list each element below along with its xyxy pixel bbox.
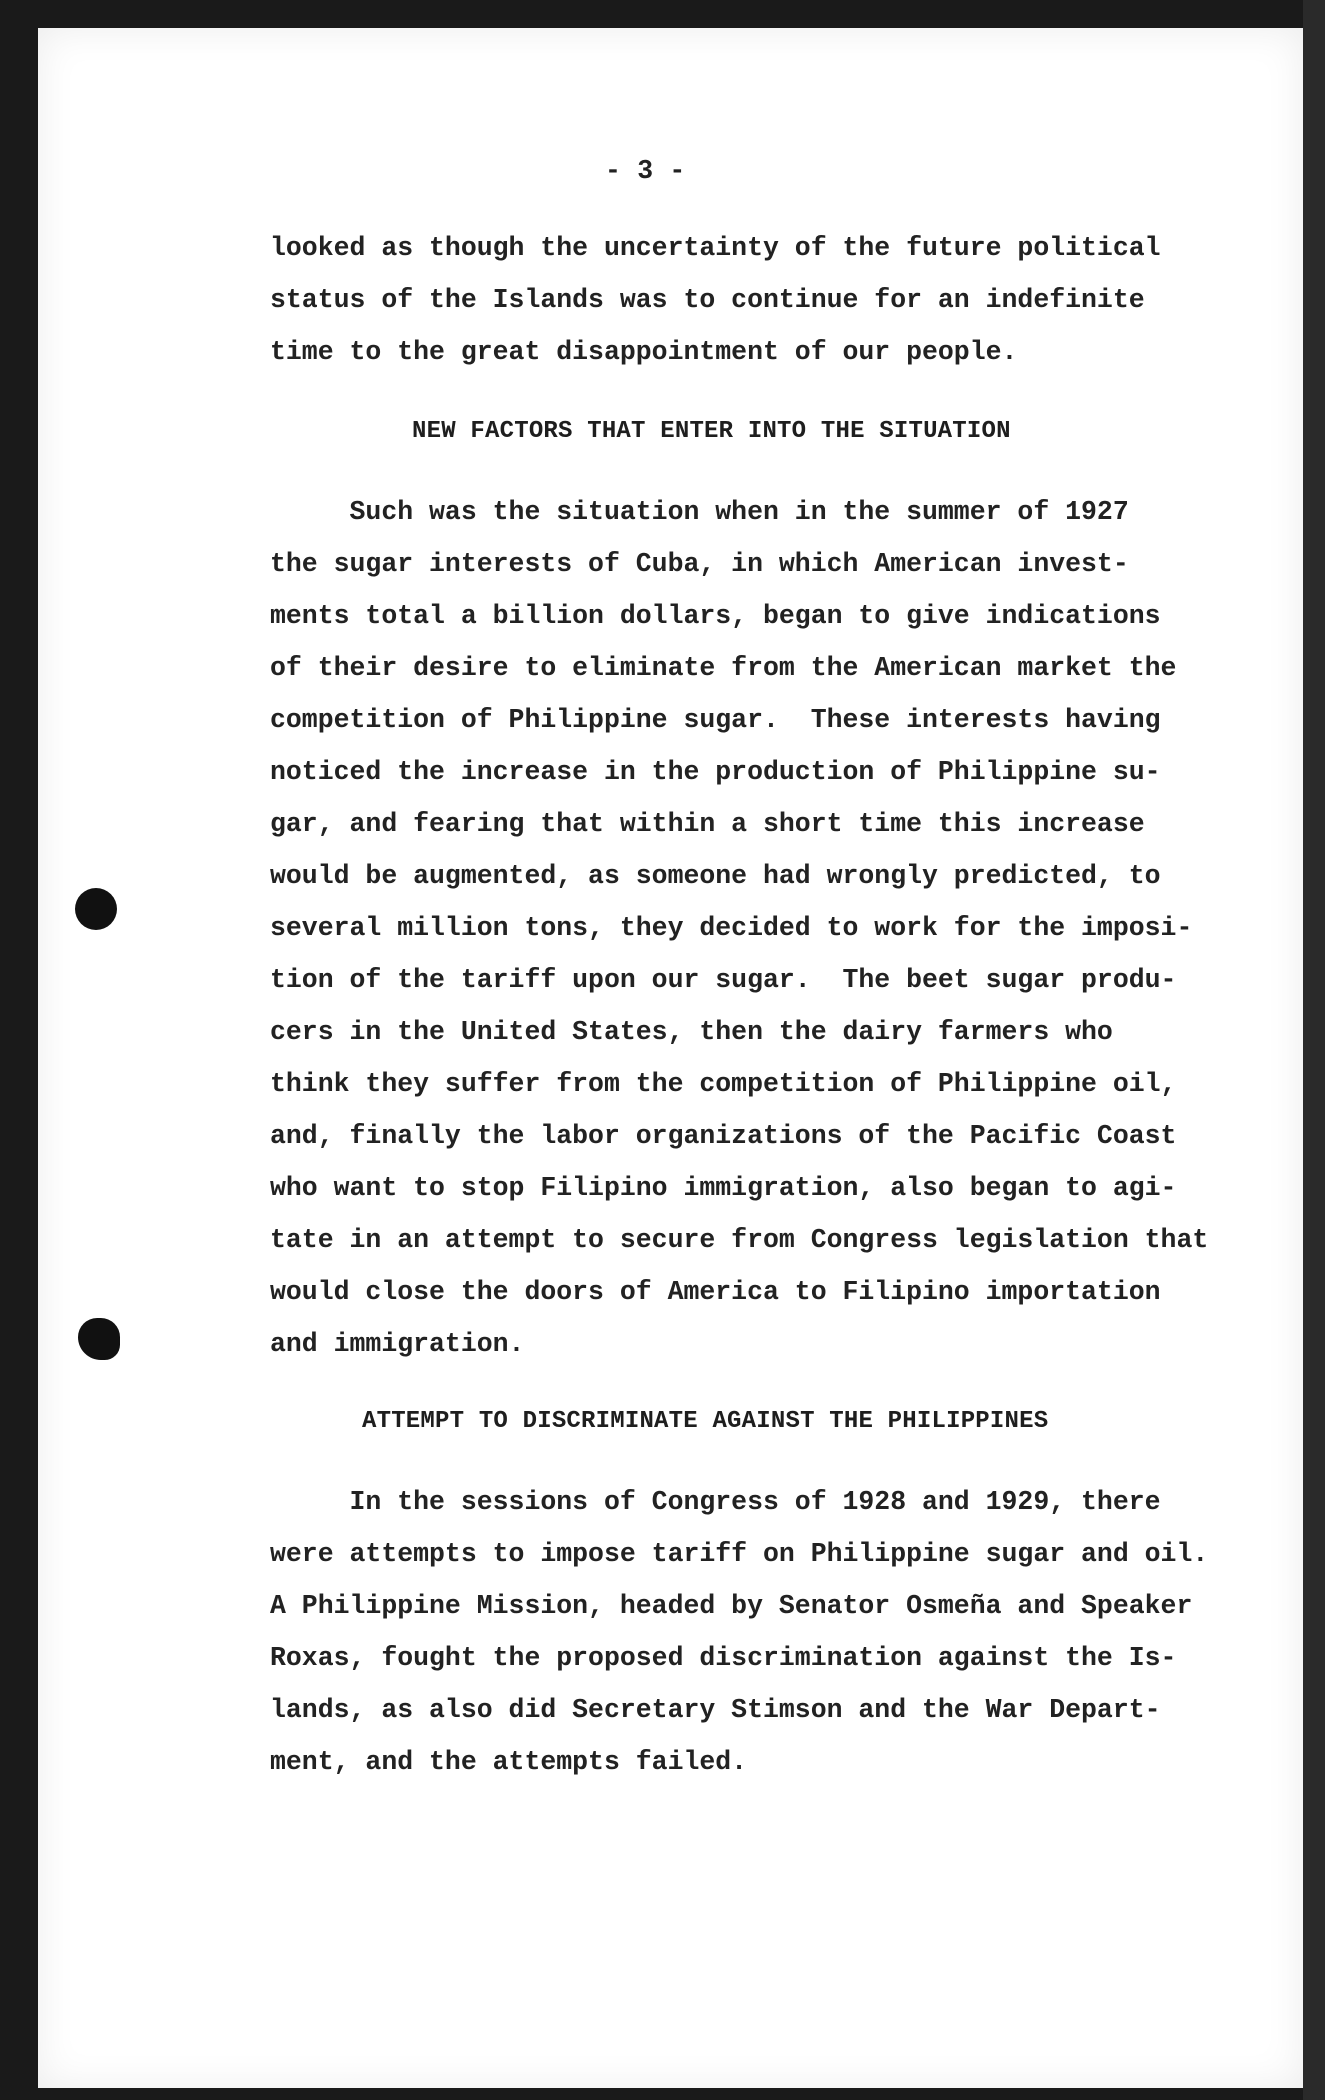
text-line: looked as though the uncertainty of the future political	[270, 233, 1161, 263]
text-line: ments total a billion dollars, began to give indications	[270, 601, 1161, 631]
text-line: noticed the increase in the production of Philippine su-	[270, 757, 1161, 787]
text-line: time to the great disappointment of our people.	[270, 337, 1018, 367]
text-line: A Philippine Mission, headed by Senator Osmeña and Speaker	[270, 1591, 1193, 1621]
text-line: Such was the situation when in the summer of 1927	[270, 497, 1129, 527]
text-line: and, finally the labor organizations of the Pacific Coast	[270, 1121, 1177, 1151]
text-line: were attempts to impose tariff on Philippine sugar and oil.	[270, 1539, 1209, 1569]
text-line: Roxas, fought the proposed discrimination against the Is-	[270, 1643, 1177, 1673]
text-line: lands, as also did Secretary Stimson and the War Depart-	[270, 1695, 1161, 1725]
text-line: would close the doors of America to Filipino importation	[270, 1277, 1161, 1307]
new-factors-paragraph	[270, 486, 1208, 1370]
text-line: and immigration.	[270, 1329, 525, 1359]
page-number: - 3 -	[605, 156, 686, 186]
opening-paragraph	[270, 222, 1161, 378]
text-line: competition of Philippine sugar. These interests having	[270, 705, 1161, 735]
section-heading-new-factors: NEW FACTORS THAT ENTER INTO THE SITUATION	[412, 418, 1011, 445]
text-line: status of the Islands was to continue for an indefinite	[270, 285, 1145, 315]
text-line: tion of the tariff upon our sugar. The beet sugar produ-	[270, 965, 1177, 995]
discrimination-paragraph	[270, 1476, 1208, 1788]
text-line: who want to stop Filipino immigration, also began to agi-	[270, 1173, 1177, 1203]
text-line: the sugar interests of Cuba, in which American invest-	[270, 549, 1129, 579]
text-line: of their desire to eliminate from the American market the	[270, 653, 1177, 683]
punch-hole-bottom	[78, 1318, 120, 1360]
scan-edge	[1303, 0, 1325, 2100]
text-line: gar, and fearing that within a short time this increase	[270, 809, 1145, 839]
text-line: would be augmented, as someone had wrongly predicted, to	[270, 861, 1161, 891]
text-line: tate in an attempt to secure from Congress legislation that	[270, 1225, 1209, 1255]
text-line: In the sessions of Congress of 1928 and 1929, there	[270, 1487, 1161, 1517]
section-heading-discrimination: ATTEMPT TO DISCRIMINATE AGAINST THE PHILIPPINES	[362, 1408, 1049, 1435]
text-line: cers in the United States, then the dairy farmers who	[270, 1017, 1113, 1047]
text-line: ment, and the attempts failed.	[270, 1747, 748, 1777]
text-line: several million tons, they decided to work for the imposi-	[270, 913, 1193, 943]
text-line: think they suffer from the competition of Philippine oil,	[270, 1069, 1177, 1099]
punch-hole-top	[75, 888, 117, 930]
